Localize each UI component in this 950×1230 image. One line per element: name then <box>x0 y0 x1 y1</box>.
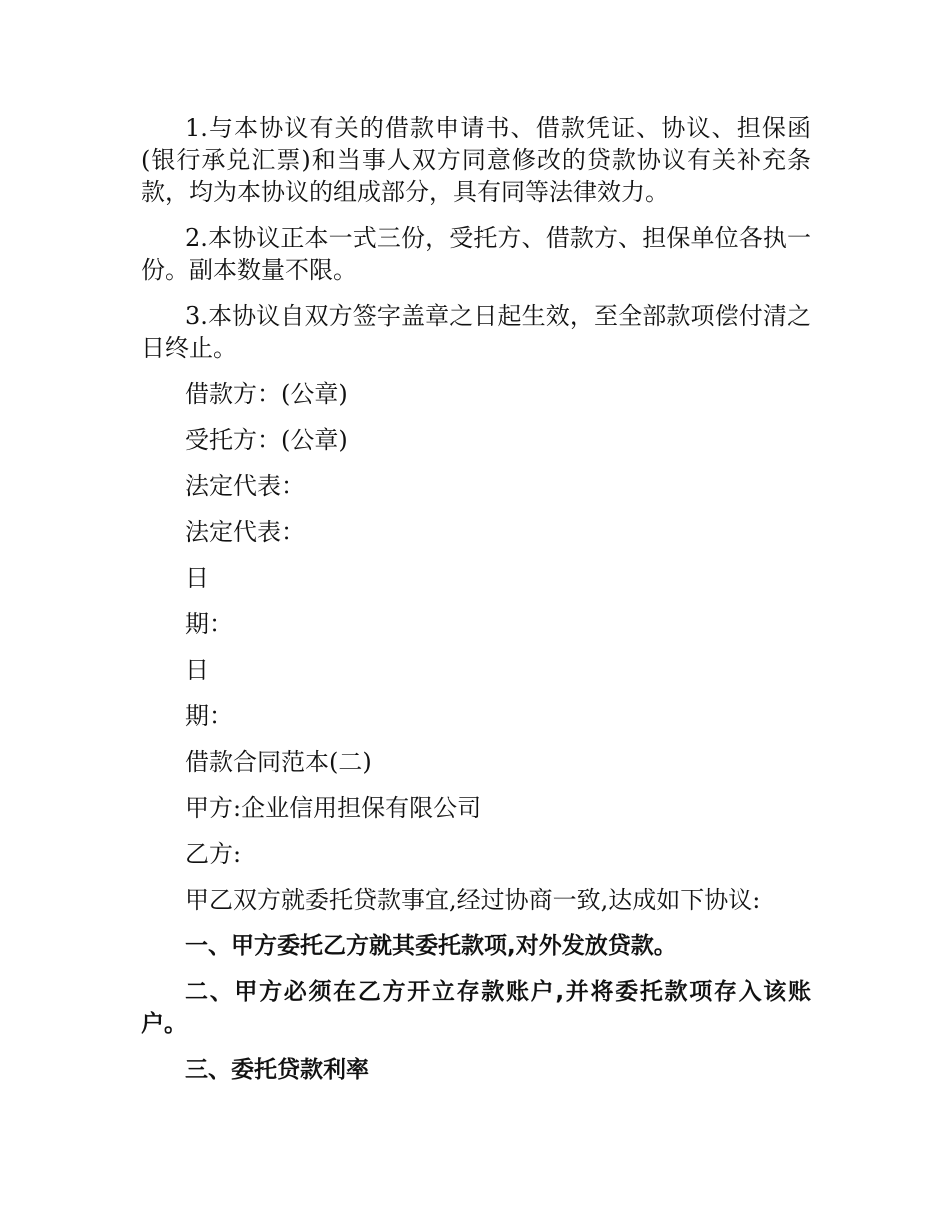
agreement-intro: 甲乙双方就委托贷款事宜,经过协商一致,达成如下协议: <box>185 886 761 914</box>
section-2: 二、甲方必须在乙方开立存款账户,并将委托款项存入该账户。 <box>141 979 811 1037</box>
section-3: 三、委托贷款利率 <box>185 1057 369 1083</box>
clause-3: 3.本协议自双方签字盖章之日起生效，至全部款项偿付清之日终止。 <box>141 302 811 362</box>
borrower-seal-line: 借款方：(公章) <box>185 380 348 408</box>
contract-title: 借款合同范本(二) <box>185 748 372 776</box>
date-line-2b: 期： <box>185 702 233 730</box>
clause-2: 2.本协议正本一式三份，受托方、借款方、担保单位各执一份。副本数量不限。 <box>141 224 811 284</box>
date-line-1a: 日 <box>185 564 209 592</box>
document-body <box>141 112 811 1086</box>
trustee-seal-line: 受托方：(公章) <box>185 426 348 454</box>
date-line-1b: 期： <box>185 610 233 638</box>
party-b: 乙方: <box>185 840 242 868</box>
clause-1: 1.与本协议有关的借款申请书、借款凭证、协议、担保函(银行承兑汇票)和当事人双方同意修改的贷款协议有关补充条款，均为本协议的组成部分，具有同等法律效力。 <box>141 114 811 206</box>
date-line-2a: 日 <box>185 656 209 684</box>
section-1: 一、甲方委托乙方就其委托款项,对外发放贷款。 <box>185 933 677 959</box>
legal-representative-line-2: 法定代表： <box>185 518 305 546</box>
party-a: 甲方:企业信用担保有限公司 <box>185 794 482 822</box>
legal-representative-line-1: 法定代表： <box>185 472 305 500</box>
